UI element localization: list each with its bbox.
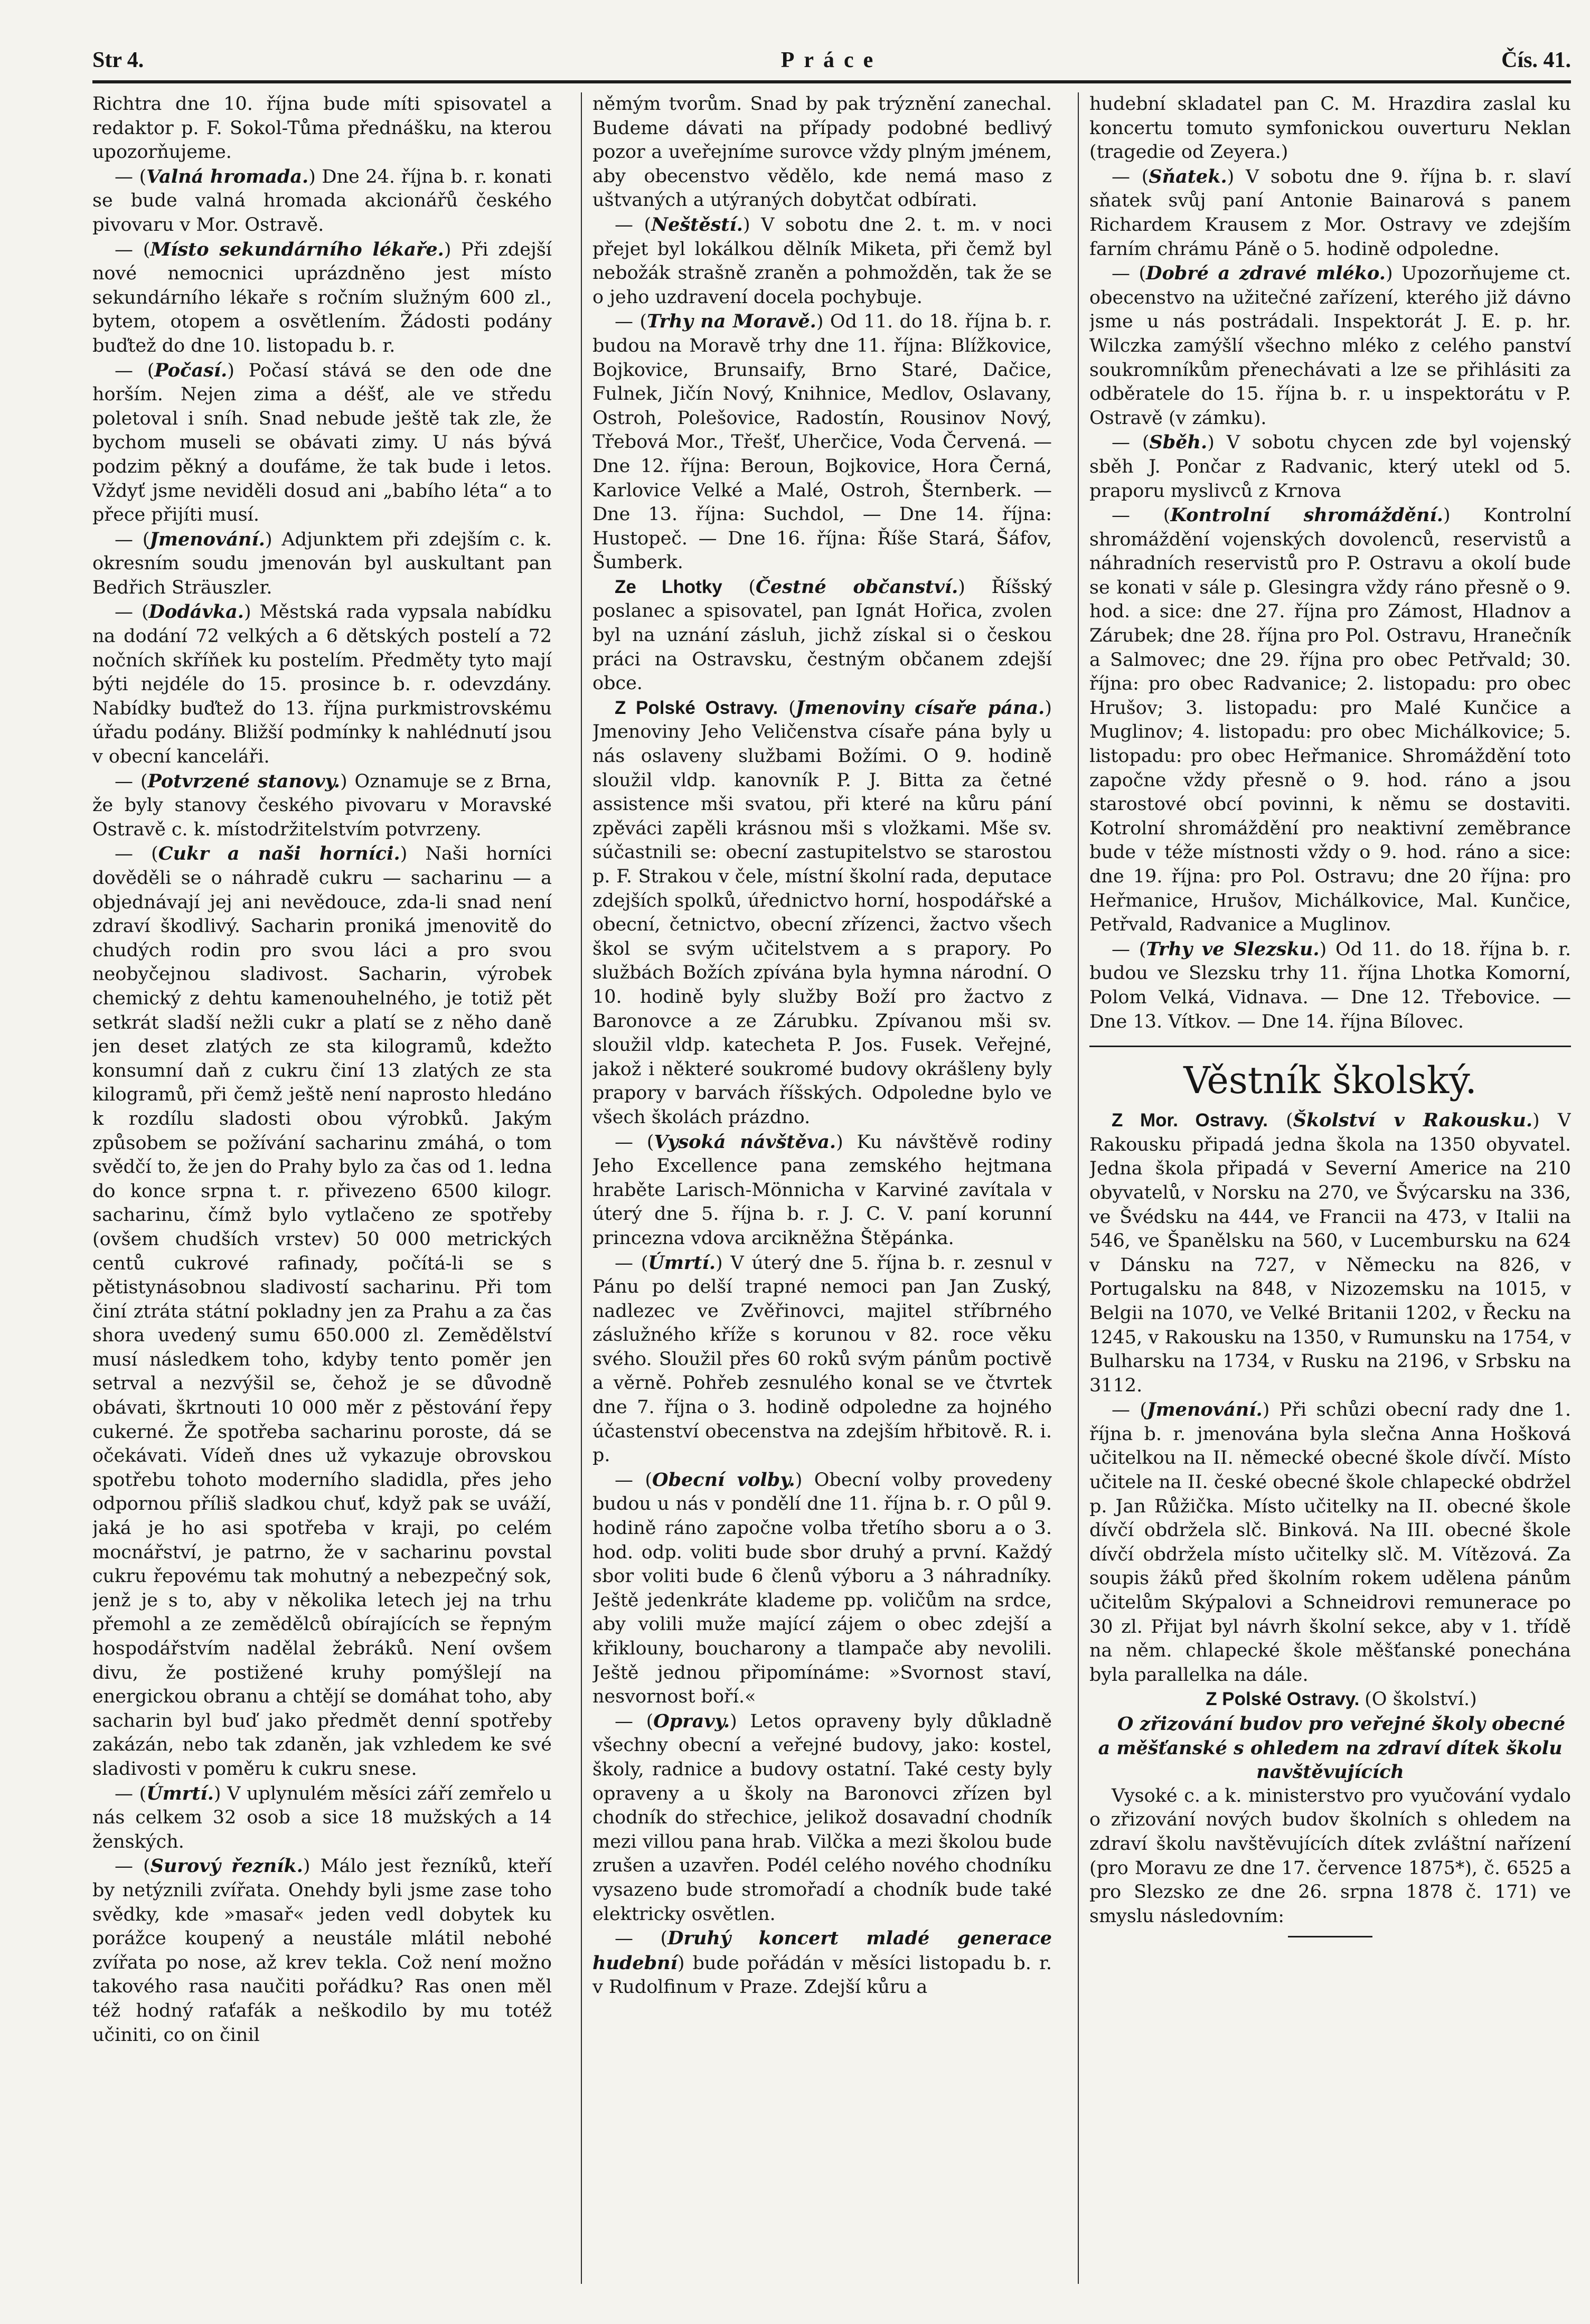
article-heading: Sběh. [1149,431,1208,454]
article-heading: Dodávka. [148,601,244,623]
section-title: Věstník školský. [1183,1059,1477,1103]
article-heading: Počasí. [154,359,228,381]
article-text: V sobotu dne 9. října b. r. slaví sňatek svůj paní Antonie Bainarová s panem Richardem Krausem z Mor. Ostravy ve zdejším farním chrámu Páně o 5. hodině odpoledne. [1089,166,1571,260]
article-heading: Čestné občanství. [756,576,958,598]
article-paragraph [92,92,552,165]
article-heading: Obecní volby. [652,1469,795,1491]
article-paragraph: Z Mor. Ostravy. (Školství v Rakousku.) V Rakousku připadá jedna škola na 1350 obyvatel. Jedna škola připadá v Severní Americe na 210 obyvatelů, v Norsku na 270, ve Švýcarsku na 336, ve Švédsku na 444, ve Francii na 473, v Italii na 546, ve Španělsku na 560, v Lucembursku na 624 v Dánsku na 727, v Německu na 826, v Portugalsku na 848, v Nizozemsku na 1015, v Belgii na 1070, ve Velké Britanii 1202, v Řecku na 1245, v Rakousku na 1350, v Rumunsku na 1754, v Bulharsku na 1734, v Rusku na 2196, v Srbsku na 3112. [1089,1109,1571,1396]
article-paragraph [592,92,1052,213]
column-3 [1089,92,1571,2284]
article-paragraph: — (Obecní volby.) Obecní volby provedeny budou u nás v pondělí dne 11. října b. r. O půl 9. hodině ráno započne volba třetího sboru a o 3. hod. odp. voliti bude sbor druhý a první. Každý sbor voliti bude 6 členů výboru a 3 náhradníky. Ještě jedenkráte klademe pp. voličům na srdce, aby volili muže mající zájem o obec zdejší a křiklouny, boucharony a tlampače aby nevolili. Ještě jednou připomínáme: »Svornost staví, nesvornost boří.« [592,1469,1052,1708]
article-text: Adjunktem při zdejším c. k. okresním soudu jmenován byl auskultant pan Bedřich Sträuszler. [92,529,552,598]
article-paragraph: — (Trhy na Moravě.) Od 11. do 18. října b. r. budou na Moravě trhy dne 11. října: Blížkovice, Bojkovice, Brunsaify, Brno Staré, Dačice, Fulnek, Jičín Nový, Knihnice, Medlov, Oslavany, Ostroh, Polešovice, Radostín, Rousinov Nový, Třebová Mor., Třešť, Uherčice, Voda Červená. — Dne 12. října: Beroun, Bojkovice, Hora Černá, Karlovice Velké a Malé, Ostroh, Šternberk. — Dne 13. října: Suchdol, — Dne 14. října: Hustopeč. — Dne 16. října: Říše Stará, Šáfov, Šumberk. [592,311,1052,573]
article-subtitle: O zřizování budov pro veřejné školy obecné a měšťanské s ohledem na zdraví dítek školu navštěvujících [1098,1713,1566,1783]
article-text: Počasí stává se den ode dne horším. Nejen zima a déšť, ale ve středu poletoval i sníh. Snad nebude ještě tak zle, že bychom museli se obávati zimy. U nás bývá podzim pěkný a doufáme, že tak bude i letos. Vždyť jsme neviděli dosud ani „babího léta“ a to přece přijíti musí. [92,360,552,526]
article-paragraph: — (Sňatek.) V sobotu dne 9. října b. r. slaví sňatek svůj paní Antonie Bainarová s panem Richardem Krausem z Mor. Ostravy ve zdejším farním chrámu Páně o 5. hodině odpoledne. [1089,165,1571,260]
article-heading: Úmrtí. [146,1782,214,1804]
column-divider [1078,92,1079,2284]
article-paragraph: Vysoké c. a k. ministerstvo pro vyučování vydalo o zřizování nových budov školních s ohledem na zdraví školu navštěvujících dítek zvláštní nařízení (pro Moravu ze dne 17. července 1875*), č. 6525 a pro Slezsko ze dne 26. srpna 1878 č. 171) ve smyslu následovním: [1089,1785,1571,1927]
article-heading: Trhy ve Slezsku. [1146,938,1320,960]
page-number: Str 4. [92,48,144,72]
article-text: Letos opraveny byly důkladně všechny obecní a veřejné budovy, jako: kostel, školy, radnice a budovy ostatní. Také cesty byly opraveny a u školy na Baronovci zřízen byl chodník do střechice, jelikož dosavadní chodník mezi villou pana hrab. Vilčka a mezi školou bude zrušen a uzavřen. Podél celého nového chodníku vysazeno bude stromořadí a chodník bude také elektricky osvětlen. [592,1710,1052,1925]
newspaper-title: Práce [780,48,883,72]
article-paragraph: — (Surový řezník.) Málo jest řezníků, kteří by netýznili zvířata. Onehdy byli jsme zase toho svědky, kde »masař« jeden vedl dobytek ku porážce koupený a neustále mlátil nebohé zvířata po nose, až krev tekla. Což není možno takového rasa naučiti pořádku? Ras onen měl též hodný raťafák a neškodilo by mu totéž učiniti, co on činil [92,1855,552,2046]
article-paragraph: — (Sběh.) V sobotu chycen zde byl vojenský sběh J. Pončar z Radvanic, který utekl od 5. praporu myslivců z Krnova [1089,431,1571,502]
article-paragraph: — (Potvrzené stanovy.) Oznamuje se z Brna, že byly stanovy českého pivovaru v Moravské Ostravě c. k. místodržitelstvím potvrzeny. [92,770,552,840]
article-heading: Valná hromada. [146,165,309,187]
end-rule [1288,1936,1372,1937]
article-heading: Druhý koncert mladé generace hudební [592,1927,1052,1974]
column-3-news [1089,92,1571,1034]
article-heading: Potvrzené stanovy. [147,770,341,792]
article-paragraph: — (Valná hromada.) Dne 24. října b. r. konati se bude valná hromada akcionářů českého pivovaru v Mor. Ostravě. [92,165,552,236]
article-heading: Cukr a naši horníci. [158,843,400,865]
article-text: Kontrolní shromáždění vojenských dovolenců, reservistů a náhradních reservistů pro P. Ostravu a okolí bude se konati v sále p. Glesingra vždy ráno přesně o 9. hod. a sice: dne 27. října pro Zámost, Hladnov a Zárubek; dne 28. října pro Pol. Ostravu, Hranečník a Salmovec; dne 29. října pro obec Petřvald; 30. října: pro obec Radvanice; 2. listopadu: pro obec Hrušov; 3. listopadu: pro Malé Kunčice a Muglinov; 4. listopadu: pro obec Michálkovice; 5. listopadu: pro obec Heřmanice. Shromáždění toto započne vždy přesně o 9. hod. ráno a jsou starostové obcí povinni, k němu se dostaviti. Kotrolní shromáždění pro neaktivní zeměbrance bude v téže místnosti vždy o 9. hod. ráno a sice: dne 19. října: pro Pol. Ostravu; dne 20 října: pro Heřmanice, Hrušov, Michálkovice, Mal. Kunčice, Petřvald, Radvanice a Muglinov. [1089,505,1571,936]
article-paragraph: — (Jmenování.) Adjunktem při zdejším c. k. okresním soudu jmenován byl auskultant pan Bedřich Sträuszler. [92,528,552,598]
article-heading: Vysoká návštěva. [654,1131,836,1153]
article-paragraph: — (Druhý koncert mladé generace hudební) bude pořádán v měsíci listopadu b. r. v Rudolfinum v Praze. Zdejší kůru a [592,1927,1052,1998]
article-heading: Dobré a zdravé mléko. [1146,262,1386,285]
article-text: Ku návštěvě rodiny Jeho Excellence pana zemského hejtmana hraběte Larisch-Mönnicha v Karviné zavítala v úterý dne 5. října b. r. J. C. V. paní korunní princezna vdova arcikněžna Štěpánka. [592,1131,1052,1249]
article-text: Oznamuje se z Brna, že byly stanovy českého pivovaru v Moravské Ostravě c. k. místodržitelstvím potvrzeny. [92,770,552,840]
article-heading: Sňatek. [1149,165,1227,187]
article-paragraph: — (Dodávka.) Městská rada vypsala nabídku na dodání 72 velkých a 6 dětských postelí a 72 nočních skříňek ku postelím. Předměty tyto mají býti nejdéle do 15. prosince b. r. odevzdány. Nabídky buďtež do 13. října purkmistrovskému úřadu podány. Bližší podmínky k nahlédnutí jsou v obecní kanceláři. [92,601,552,768]
article-text: Richtra dne 10. října bude míti spisovatel a redaktor p. F. Sokol-Tůma přednášku, na kterou upozorňujeme. [92,93,552,163]
article-paragraph: — (Cukr a naši horníci.) Naši horníci dověděli se o náhradě cukru — sacharinu — a objednávají jej ani nevědouce, zda-li snad není zdraví škodlivý. Sacharin proniká jmenovitě do chudých rodin pro svou láci a pro svou neobyčejnou sladivost. Sacharin, výrobek chemický z dehtu kamenouhelného, je totiž pět setkrát sladší nežli cukr a platí se z něho daně jen deset zlatých ze sta kilogramů, kdežto konsumní daň z cukru činí 13 zlatých ze sta kilogramů, při čemž ještě není naprosto hledáno k rozdílu sladosti obou výrobků. Jakým způsobem se požívání sacharinu zmáhá, o tom svědčí to, že jen do Prahy bylo za čas od 1. ledna do konce srpna t. r. přivezeno 6500 kilogr. sacharinu, čímž bylo vytlačeno ze spotřeby (ovšem chudších vrstev) 50 000 metrických centů cukrové rafinady, počítá-li se s pětistynásobnou sladivostí sacharinu. Při tom činí ztráta státní pokladny jen za Prahu a za čas shora uvedený sumu 650.000 zl. Zemědělství musí následkem toho, kdyby tento poměr jen setrval a nezvýšil se, čehož je se důvodně obávati, škrtnouti 10 000 měr z pěstování řepy cukerné. Že spotřeba sacharinu poroste, dá se očekávati. Vídeň dnes už vykazuje obrovskou spotřebu tohoto moderního sladidla, přes jeho odpornou příliš sladkou chuť, když pak se uváží, jaká je ho asi spotřeba v kraji, po celém mocnářství, je patrno, že v sacharinu povstal cukru řepovému tak mohutný a nebezpečný sok, jenž je s to, aby v několika letech jej na trhu přemohl a ze zemědělců obírajících se řepným hospodářstvím nadělal žebráků. Není ovšem divu, že postižené kruhy pomýšlejí na energickou obranu a chtějí se domáhat toho, aby sacharin byl buď jako předmět denní spotřeby zakázán, nebo tak zdaněn, jak vzhledem ke své sladivosti v poměru k cukru snese. [92,843,552,1780]
article-text: Říšský poslanec a spisovatel, pan Ignát Hořica, zvolen byl na uznání zásluh, jichž získal si o českou práci na Ostravsku, čestným občanem zdejší obce. [592,576,1052,694]
article-place: Ze Lhotky [615,576,722,597]
article-text: Upozorňujeme ct. obecenstvo na užitečné zařízení, kterého již dávno jsme u nás postrádali. Inspektorát J. E. p. hr. Wilczka zamýšlí všechno mléko z celého panství soukromníkům přenechávati a lze se přihlásiti za odběratele do 15. října b. r. u inspektorátu v P. Ostravě (v zámku). [1089,263,1571,429]
article-text: Obecní volby provedeny budou u nás v pondělí dne 11. října b. r. O půl 9. hodině ráno započne volba třetího sboru a o 3. hod. odp. voliti bude sbor druhý a první. Každý sbor voliti bude 6 členů výboru a 3 náhradníky. Ještě jedenkráte klademe pp. voličům na srdce, aby volili muže mající zájem o obec zdejší a křiklouny, boucharony a tlampače aby nevolili. Ještě jednou připomínáme: »Svornost staví, nesvornost boří.« [592,1469,1052,1708]
article-paragraph: — (Dobré a zdravé mléko.) Upozorňujeme ct. obecenstvo na užitečné zařízení, kterého již dávno jsme u nás postrádali. Inspektorát J. E. p. hr. Wilczka zamýšlí všechno mléko z celého panství soukromníkům přenechávati a lze se přihlásiti za odběratele do 15. října b. r. u inspektorátu v P. Ostravě (v zámku). [1089,262,1571,429]
article-paragraph: — (Jmenování.) Při schůzi obecní rady dne 1. října b. r. jmenována byla slečna Anna Hošková učitelkou na II. německé obecné škole dívčí. Místo učitele na II. české obecné škole chlapecké obdržel p. Jan Růžička. Místo učitelky na II. obecné škole dívčí obdržela slč. Binková. Na III. obecné škole dívčí obdržela místo učitelky slč. M. Vítězová. Za soupis žáků před školním rokem udělena pánům učitelům Skýpalovi a Schneidrovi remunerace po 30 zl. Přijat byl návrh školní sekce, aby v 1. třídě na něm. chlapecké škole měšťanské ponechána byla parallelka na dále. [1089,1399,1571,1686]
article-paragraph: — (Počasí.) Počasí stává se den ode dne horším. Nejen zima a déšť, ale ve středu poletoval i sníh. Snad nebude ještě tak zle, že bychom museli se obávati zimy. U nás bývá podzim pěkný a doufáme, že tak bude i letos. Vždyť jsme neviděli dosud ani „babího léta“ a to přece přijíti musí. [92,359,552,526]
article-heading: Školství v Rakousku. [1293,1109,1533,1132]
column-2 [592,92,1052,2284]
article-paragraph: — (Opravy.) Letos opraveny byly důkladně všechny obecní a veřejné budovy, jako: kostel, školy, radnice a budovy ostatní. Také cesty byly opraveny a u školy na Baronovci zřízen byl chodník do střechice, jelikož dosavadní chodník mezi villou pana hrab. Vilčka a mezi školou bude zrušen a uzavřen. Podél celého nového chodníku vysazeno bude stromořadí a chodník bude také elektricky osvětlen. [592,1710,1052,1925]
article-paragraph: — (Kontrolní shromáždění.) Kontrolní shromáždění vojenských dovolenců, reservistů a náhradních reservistů pro P. Ostravu a okolí bude se konati v sále p. Glesingra vždy ráno přesně o 9. hod. a sice: dne 27. října pro Zámost, Hladnov a Zárubek; dne 28. října pro Pol. Ostravu, Hranečník a Salmovec; dne 29. října pro obec Petřvald; 30. října: pro obec Radvanice; 2. listopadu: pro obec Hrušov; 3. listopadu: pro Malé Kunčice a Muglinov; 4. listopadu: pro obec Michálkovice; 5. listopadu: pro obec Heřmanice. Shromáždění toto započne vždy přesně o 9. hod. ráno a jsou starostové obcí povinni, k němu se dostaviti. Kotrolní shromáždění pro neaktivní zeměbrance bude v téže místnosti vždy o 9. hod. ráno a sice: dne 19. října: pro Pol. Ostravu; dne 20 října: pro Heřmanice, Hrušov, Michálkovice, Mal. Kunčice, Petřvald, Radvanice a Muglinov. [1089,504,1571,936]
article-text: Městská rada vypsala nabídku na dodání 72 velkých a 6 dětských postelí a 72 nočních skříňek ku postelím. Předměty tyto mají býti nejdéle do 15. prosince b. r. odevzdány. Nabídky buďtež do 13. října purkmistrovskému úřadu podány. Bližší podmínky k nahlédnutí jsou v obecní kanceláři. [92,601,552,768]
page-header [92,48,1571,79]
article-heading: Opravy. [653,1710,730,1732]
article-place: Z Mor. Ostravy. [1112,1110,1268,1131]
article-text: Jmenoviny Jeho Veličenstva císaře pána byly u nás oslaveny službami Božími. O 9. hodině sloužil vldp. kanovník P. J. Bitta za četné assistence mši svatou, při které na kůru pání zpěváci zapěli krásnou mši s vložkami. Mše sv. súčastnili se: obecní zastupitelstvo se starostou p. F. Strakou v čele, místní školní rada, deputace zdejších spolků, úřednictvo horní, hospodářské a obecní, četnictvo, obecní zřízenci, žactvo všech škol se svým učitelstvem a s prapory. Po službách Božích zpívána byla hymna národní. O 10. hodině byly služby Boží pro žactvo z Baronovce a ze Zárubku. Zpívanou mši sv. sloužil vldp. katecheta P. Jos. Fusek. Veřejné, jakož i některé soukromé budovy okrášleny byly prapory v barvách říšských. Odpoledne bylo ve všech školách prázdno. [592,721,1052,1128]
article-paragraph [1089,92,1571,165]
article-place: Z Polské Ostravy. [615,697,778,718]
column-1 [92,92,552,2284]
article-paragraph: — (Úmrtí.) V úterý dne 5. října b. r. zesnul v Pánu po delší trapné nemoci pan Jan Zuský, nadlezec ve Zvěřinovci, majitel stříbrného záslužného kříže s korunou v 82. roce věku svého. Sloužil přes 60 roků svým pánům poctivě a věrně. Pohřeb zesnulého konal se ve čtvrtek dne 7. října o 3. hodině odpoledne za hojného účastenství obecenstva na zdejším hřbitově. R. i. p. [592,1252,1052,1466]
school-news [1089,1108,1571,1687]
article-heading: Surový řezník. [150,1855,303,1877]
article-text: bude pořádán v měsíci listopadu b. r. v Rudolfinum v Praze. Zdejší kůru a [592,1952,1052,1998]
article-heading: Místo sekundárního lékaře. [150,238,444,260]
article-paragraph: — (Vysoká návštěva.) Ku návštěvě rodiny Jeho Excellence pana zemského hejtmana hraběte Larisch-Mönnicha v Karviné zavítala v úterý dne 5. října b. r. J. C. V. paní korunní princezna vdova arcikněžna Štěpánka. [592,1131,1052,1249]
article-text: Naši horníci dověděli se o náhradě cukru — sacharinu — a objednávají jej ani nevědouce, zda-li snad není zdraví škodlivý. Sacharin proniká jmenovitě do chudých rodin pro svou láci a pro svou neobyčejnou sladivost. Sacharin, výrobek chemický z dehtu kamenouhelného, je totiž pět setkrát sladší nežli cukr a platí se z něho daně jen deset zlatých ze sta kilogramů, kdežto konsumní daň z cukru činí 13 zlatých ze sta kilogramů, při čemž ještě není naprosto hledáno k rozdílu sladosti obou výrobků. Jakým způsobem se požívání sacharinu zmáhá, o tom svědčí to, že jen do Prahy bylo za čas od 1. ledna do konce srpna t. r. přivezeno 6500 kilogr. sacharinu, čímž bylo vytlačeno ze spotřeby (ovšem chudších vrstev) 50 000 metrických centů cukrové rafinady, počítá-li se s pětistynásobnou sladivostí sacharinu. Při tom činí ztráta státní pokladny jen za Prahu a za čas shora uvedený sumu 650.000 zl. Zemědělství musí následkem toho, kdyby tento poměr jen setrval a nezvýšil se, čehož je se důvodně obávati, škrtnouti 10 000 měr z pěstování řepy cukerné. Že spotřeba sacharinu poroste, dá se očekávati. Vídeň dnes už vykazuje obrovskou spotřebu tohoto moderního sladidla, přes jeho odpornou příliš sladkou chuť, když pak se uváží, jaká je ho asi spotřeba v kraji, po celém mocnářství, je patrno, že v sacharinu povstal cukru řepovému tak mohutný a nebezpečný sok, jenž je s to, aby v několika letech jej na trhu přemohl a ze zemědělců obírajících se řepným hospodářstvím nadělal žebráků. Není ovšem divu, že postižené kruhy pomýšlejí na energickou obranu a chtějí se domáhat toho, aby sacharin byl buď jako předmět denní spotřeby zakázán, nebo tak zdaněn, jak vzhledem ke své sladivosti v poměru k cukru snese. [92,843,552,1780]
article-heading: Jmenoviny císaře pána. [795,697,1045,719]
article-text: Při zdejší nové nemocnici uprázdněno jest místo sekundárního lékaře s ročním služným 600 zl., bytem, otopem a osvětlením. Žádosti podány buďtež do dne 10. listopadu b. r. [92,239,552,356]
article-text: Při schůzi obecní rady dne 1. října b. r. jmenována byla slečna Anna Hošková učitelkou na II. německé obecné škole dívčí. Místo učitele na II. české obecné škole chlapecké obdržel p. Jan Růžička. Místo učitelky na II. obecné škole dívčí obdržela slč. Binková. Na III. obecné škole dívčí obdržela místo učitelky slč. M. Vítězová. Za soupis žáků před školním rokem udělena pánům učitelům Skýpalovi a Schneidrovi remunerace po 30 zl. Přijat byl návrh školní sekce, aby v 1. třídě na něm. chlapecké škole měšťanské ponechána byla parallelka na dále. [1089,1399,1571,1686]
article-text: V uplynulém měsíci září zemřelo u nás celkem 32 osob a sice 18 mužských a 14 ženských. [92,1783,552,1852]
article-heading: Trhy na Moravě. [647,311,816,333]
article-paragraph: — (Trhy ve Slezsku.) Od 11. do 18. října b. r. budou ve Slezsku trhy 11. října Lhotka Komorní, Polom Velká, Vidnava. — Dne 12. Třebovice. — Dne 13. Vítkov. — Dne 14. října Bílovec. [1089,938,1571,1032]
article-place-heading [1089,1687,1571,1712]
issue-number: Čís. 41. [1501,48,1571,72]
article-text: V sobotu dne 2. t. m. v noci přejet byl lokálkou dělník Miketa, při čemž byl nebožák strašně zraněn a pohmožděn, tak že se o jeho uzdravení docela pochybuje. [592,214,1052,308]
article-text: Od 11. do 18. října b. r. budou ve Slezsku trhy 11. října Lhotka Komorní, Polom Velká, Vidnava. — Dne 12. Třebovice. — Dne 13. Vítkov. — Dne 14. října Bílovec. [1089,938,1571,1032]
article-heading: Kontrolní shromáždění. [1170,504,1443,526]
article-text: V úterý dne 5. října b. r. zesnul v Pánu po delší trapné nemoci pan Jan Zuský, nadlezec ve Zvěřinovci, majitel stříbrného záslužného kříže s korunou v 82. roce věku svého. Sloužil přes 60 roků svým pánům poctivě a věrně. Pohřeb zesnulého konal se ve čtvrtek dne 7. října o 3. hodině odpoledne za hojného účastenství obecenstva na zdejším hřbitově. R. i. p. [592,1252,1052,1466]
article-heading: Jmenování. [1147,1399,1263,1421]
article-text: hudební skladatel pan C. M. Hrazdira zaslal ku koncertu tomuto symfonickou ouverturu Neklan (tragedie od Zeyera.) [1089,93,1571,163]
article-place: Z Polské Ostravy. [1206,1689,1360,1710]
article-text: V Rakousku připadá jedna škola na 1350 obyvatel. Jedna škola připadá v Severní Americe na 210 obyvatelů, v Norsku na 270, ve Švýcarsku na 336, ve Švédsku na 444, ve Francii na 473, v Italii na 546, ve Španělsku na 560, v Lucembursku na 624 v Dánsku na 727, v Německu na 826, v Portugalsku na 848, v Nizozemsku na 1015, v Belgii na 1070, ve Velké Britanii 1202, v Řecku na 1245, v Rakousku na 1350, v Rumunsku na 1754, v Bulharsku na 1734, v Rusku na 2196, v Srbsku na 3112. [1089,1110,1571,1396]
article-topic: (O školství.) [1365,1689,1477,1710]
article-text: V sobotu chycen zde byl vojenský sběh J. Pončar z Radvanic, který utekl od 5. praporu myslivců z Krnova [1089,432,1571,502]
article-paragraph: — (Místo sekundárního lékaře.) Při zdejší nové nemocnici uprázdněno jest místo sekundárního lékaře s ročním služným 600 zl., bytem, otopem a osvětlením. Žádosti podány buďtež do dne 10. listopadu b. r. [92,238,552,356]
article-text: Málo jest řezníků, kteří by netýznili zvířata. Onehdy byli jsme zase toho svědky, kde »masař« jeden vedl dobytek ku porážce koupený a neustále mlátil nebohé zvířata po nose, až krev tekla. Což není možno takového rasa naučiti pořádku? Ras onen měl též hodný raťafák a neškodilo by mu totéž učiniti, co on činil [92,1856,552,2046]
article-text: Dne 24. října b. r. konati se bude valná hromada akcionářů českého pivovaru v Mor. Ostravě. [92,166,552,236]
article-heading: Úmrtí. [648,1252,716,1274]
article-paragraph: — (Úmrtí.) V uplynulém měsíci září zemřelo u nás celkem 32 osob a sice 18 mužských a 14 ženských. [92,1782,552,1852]
article-paragraph: Ze Lhotky (Čestné občanství.) Říšský poslanec a spisovatel, pan Ignát Hořica, zvolen byl na uznání zásluh, jichž získal si o českou práci na Ostravsku, čestným občanem zdejší obce. [592,576,1052,694]
article-heading: Neštěstí. [651,213,743,236]
article-heading: Jmenování. [149,528,265,550]
column-divider [581,92,582,2284]
article-text: němým tvorům. Snad by pak trýznění zanechal. Budeme dávati na případy podobné bedlivý pozor a uveřejníme surovce vždy plným jménem, aby obecenstvo vědělo, kde nemá maso z uštvaných a utýraných dobytčat odbírati. [592,93,1052,211]
article-paragraph: — (Neštěstí.) V sobotu dne 2. t. m. v noci přejet byl lokálkou dělník Miketa, při čemž byl nebožák strašně zraněn a pohmožděn, tak že se o jeho uzdravení docela pochybuje. [592,213,1052,308]
article-text: Od 11. do 18. října b. r. budou na Moravě trhy dne 11. října: Blížkovice, Bojkovice, Brunsaify, Brno Staré, Dačice, Fulnek, Jičín Nový, Knihnice, Medlov, Oslavany, Ostroh, Polešovice, Radostín, Rousinov Nový, Třebová Mor., Třešť, Uherčice, Voda Červená. — Dne 12. října: Beroun, Bojkovice, Hora Černá, Karlovice Velké a Malé, Ostroh, Šternberk. — Dne 13. října: Suchdol, — Dne 14. října: Hustopeč. — Dne 16. října: Říše Stará, Šáfov, Šumberk. [592,311,1052,573]
header-rule [92,80,1571,83]
section-rule [1089,1046,1571,1047]
article-paragraph: Z Polské Ostravy. (Jmenoviny císaře pána.) Jmenoviny Jeho Veličenstva císaře pána byly u nás oslaveny službami Božími. O 9. hodině sloužil vldp. kanovník P. J. Bitta za četné assistence mši svatou, při které na kůru pání zpěváci zapěli krásnou mši s vložkami. Mše sv. súčastnili se: obecní zastupitelstvo se starostou p. F. Strakou v čele, místní školní rada, deputace zdejších spolků, úřednictvo horní, hospodářské a obecní, četnictvo, obecní zřízenci, žactvo všech škol se svým učitelstvem a s prapory. Po službách Božích zpívána byla hymna národní. O 10. hodině byly služby Boží pro žactvo z Baronovce a ze Zárubku. Zpívanou mši sv. sloužil vldp. katecheta P. Jos. Fusek. Veřejné, jakož i některé soukromé budovy okrášleny byly prapory v barvách říšských. Odpoledne bylo ve všech školách prázdno. [592,697,1052,1128]
